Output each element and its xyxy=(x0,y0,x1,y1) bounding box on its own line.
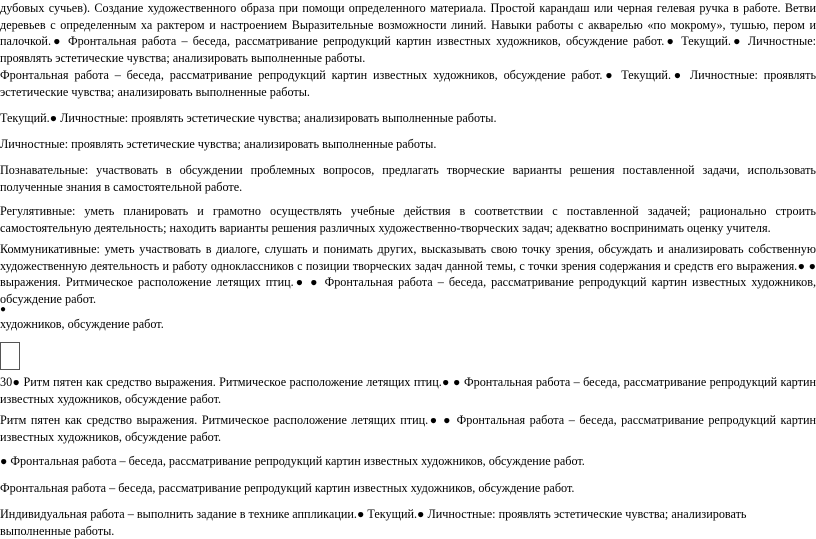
paragraph-frontal-work: Фронтальная работа – беседа, рассматривание репродукций картин известных художников, обсуждение работ.● Текущий.● Личностные: проявлять эстетические чувства; анализировать выполненные работы. xyxy=(0,68,816,99)
paragraph-individual-work: Индивидуальная работа – выполнить задание в технике аппликации.● Текущий.● Личностные: проявлять эстетические чувства; анализировать выполненные работы. xyxy=(0,507,747,538)
paragraph-lesson-description: дубовых сучьев). Создание художественного образа при помощи определенного материала. Простой карандаш или черная гелевая ручка в работе. Ветви деревьев с определенным ха рактером и настроением Выразительные возможности линий. Навыки работы с акварелью «по мокрому», тушью, пером и палочкой.● Фронтальная работа – беседа, рассматривание репродукций картин известных художников, обсуждение работ.● Текущий.● Личностные: проявлять эстетические чувства; анализировать выполненные работы. xyxy=(0,1,816,65)
paragraph-frontal-plain: Фронтальная работа – беседа, рассматривание репродукций картин известных художников, обсуждение работ. xyxy=(0,481,575,495)
paragraph-regulative: Регулятивные: уметь планировать и грамотно осуществлять учебные действия в соответствии с поставленной задачей; рационально строить самостоятельную деятельность; находить варианты решения различных художественно-творческих задач; адекватно воспринимать оценку учителя. xyxy=(0,204,816,235)
paragraph-artists: художников, обсуждение работ. xyxy=(0,317,164,331)
bullet-mark: ● xyxy=(0,304,7,315)
paragraph-rhythm: Ритм пятен как средство выражения. Ритмическое расположение летящих птиц.● ● Фронтальная работа – беседа, рассматривание репродукций картин известных художников, обсуждение работ. xyxy=(0,413,816,444)
paragraph-frontal-bullet: ● Фронтальная работа – беседа, рассматривание репродукций картин известных художников, обсуждение работ. xyxy=(0,454,585,468)
paragraph-current: Текущий.● Личностные: проявлять эстетические чувства; анализировать выполненные работы. xyxy=(0,111,497,125)
paragraph-cognitive: Познавательные: участвовать в обсуждении проблемных вопросов, предлагать творческие варианты решения поставленной задачи, использовать полученные знания в самостоятельной работе. xyxy=(0,163,816,194)
paragraph-personal: Личностные: проявлять эстетические чувства; анализировать выполненные работы. xyxy=(0,137,437,151)
paragraph-lesson-30: 30● Ритм пятен как средство выражения. Ритмическое расположение летящих птиц.● ● Фронтальная работа – беседа, рассматривание репродукций картин известных художников, обсуждение работ. xyxy=(0,375,816,406)
empty-table-cell xyxy=(0,342,20,370)
paragraph-communicative: Коммуникативные: уметь участвовать в диалоге, слушать и понимать других, высказывать свою точку зрения, обсуждать и анализировать собственную художественную деятельность и работу одноклассников с позиции творческих задач данной темы, с точки зрения содержания и средств его выражения.● ● выражения. Ритмическое расположение летящих птиц.● ● Фронтальная работа – беседа, рассматривание репродукций картин известных художников, обсуждение работ. xyxy=(0,242,816,306)
